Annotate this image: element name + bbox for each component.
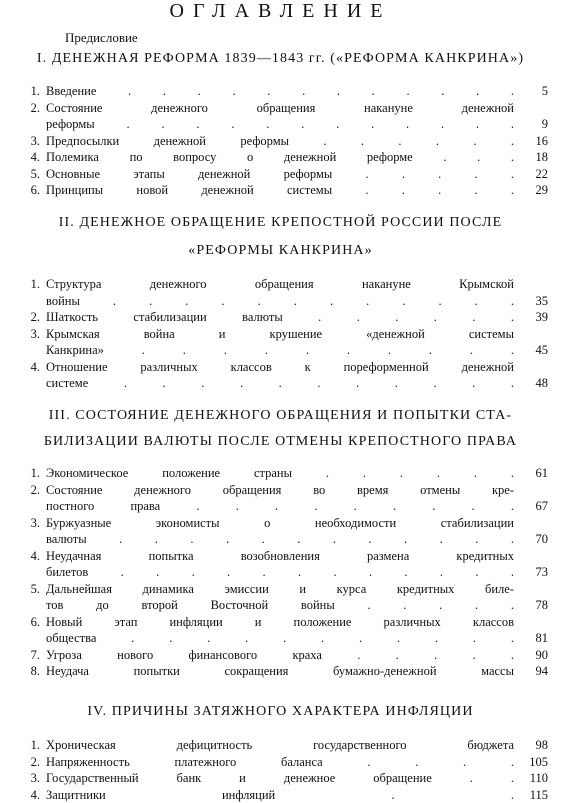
- entry-text: Новый этап инфляции и положение различных классов общества . . . . . . . . . . .: [46, 614, 514, 647]
- entry-page-number: 115: [514, 787, 548, 803]
- entry-text: Защитники инфляций . .: [46, 787, 514, 803]
- entry-text: Экономическое положение страны . . . . . .: [46, 465, 514, 482]
- entry-text: Полемика по вопросу о денежной реформе . . .: [46, 149, 514, 166]
- toc-entry: [0, 83, 561, 100]
- toc-entry: [0, 548, 561, 581]
- entry-number: 2.: [0, 482, 46, 499]
- entry-text: Состояние денежного обращения во время отмены кре- постного права . . . . . . . . .: [46, 482, 514, 515]
- preface-entry: Предисловие: [65, 30, 138, 46]
- entry-number: 3.: [0, 326, 46, 343]
- toc-entry: [0, 182, 561, 199]
- toc-entry: [0, 149, 561, 166]
- entry-text: Буржуазные экономисты о необходимости стабилизации валюты . . . . . . . . . . . .: [46, 515, 514, 548]
- entry-page-number: 78: [514, 597, 548, 614]
- entry-number: 2.: [0, 100, 46, 117]
- entry-number: 3.: [0, 515, 46, 532]
- entry-page-number: 67: [514, 498, 548, 515]
- section-3-heading: III. СОСТОЯНИЕ ДЕНЕЖНОГО ОБРАЩЕНИЯ И ПОПЫТКИ СТА-: [0, 408, 561, 424]
- entry-page-number: 73: [514, 564, 548, 581]
- toc-entry: [0, 663, 561, 680]
- entry-number: 3.: [0, 770, 46, 787]
- entry-text: Введение . . . . . . . . . . . .: [46, 83, 514, 100]
- toc-entry: [0, 482, 561, 515]
- entry-page-number: 39: [514, 309, 548, 326]
- entry-number: 1.: [0, 737, 46, 754]
- entry-page-number: 45: [514, 342, 548, 359]
- toc-entry: [0, 326, 561, 359]
- entry-text: Дальнейшая динамика эмиссии и курса кредитных биле- тов до второй Восточной войны . . . . .: [46, 581, 514, 614]
- entry-page-number: 16: [514, 133, 548, 150]
- toc-entry: [0, 770, 561, 787]
- toc-entry: [0, 166, 561, 183]
- entry-text: Предпосылки денежной реформы . . . . . .: [46, 133, 514, 150]
- entry-page-number: 22: [514, 166, 548, 183]
- entry-text: Неудачная попытка возобновления размена кредитных билетов . . . . . . . . . . . .: [46, 548, 514, 581]
- entry-number: 5.: [0, 581, 46, 598]
- entry-text: Неудача попытки сокращения бумажно-денежной массы: [46, 663, 514, 680]
- toc-entry: [0, 581, 561, 614]
- entry-number: 7.: [0, 647, 46, 664]
- entry-text: Крымская война и крушение «денежной системы Канкрина» . . . . . . . . . .: [46, 326, 514, 359]
- section-2-entries: [0, 276, 561, 392]
- section-4-entries: [0, 737, 561, 803]
- section-3-heading-line2: БИЛИЗАЦИИ ВАЛЮТЫ ПОСЛЕ ОТМЕНЫ КРЕПОСТНОГО ПРАВА: [0, 434, 561, 450]
- entry-page-number: 61: [514, 465, 548, 482]
- entry-page-number: 18: [514, 149, 548, 166]
- entry-text: Государственный банк и денежное обращение . .: [46, 770, 514, 787]
- toc-entry: [0, 133, 561, 150]
- entry-number: 5.: [0, 166, 46, 183]
- entry-number: 4.: [0, 149, 46, 166]
- entry-page-number: 81: [514, 630, 548, 647]
- section-2-heading: II. ДЕНЕЖНОЕ ОБРАЩЕНИЕ КРЕПОСТНОЙ РОССИИ ПОСЛЕ: [0, 215, 561, 231]
- entry-page-number: 5: [514, 83, 548, 100]
- toc-entry: [0, 647, 561, 664]
- page-title: ОГЛАВЛЕНИЕ: [0, 0, 561, 22]
- entry-text: Структура денежного обращения накануне Крымской войны . . . . . . . . . . . .: [46, 276, 514, 309]
- entry-text: Состояние денежного обращения накануне денежной реформы . . . . . . . . . . . .: [46, 100, 514, 133]
- section-4-heading: IV. ПРИЧИНЫ ЗАТЯЖНОГО ХАРАКТЕРА ИНФЛЯЦИИ: [0, 704, 561, 720]
- entry-page-number: 70: [514, 531, 548, 548]
- entry-number: 4.: [0, 787, 46, 803]
- entry-text: Принципы новой денежной системы . . . . .: [46, 182, 514, 199]
- entry-text: Шаткость стабилизации валюты . . . . . .: [46, 309, 514, 326]
- toc-entry: [0, 754, 561, 771]
- toc-entry: [0, 309, 561, 326]
- section-1-entries: [0, 83, 561, 199]
- section-3-entries: [0, 465, 561, 680]
- section-1-heading: I. ДЕНЕЖНАЯ РЕФОРМА 1839—1843 гг. («РЕФОРМА КАНКРИНА»): [0, 51, 561, 67]
- toc-entry: [0, 276, 561, 309]
- entry-text: Основные этапы денежной реформы . . . . .: [46, 166, 514, 183]
- entry-text: Угроза нового финансового краха . . . . .: [46, 647, 514, 664]
- entry-number: 3.: [0, 133, 46, 150]
- entry-page-number: 35: [514, 293, 548, 310]
- entry-text: Напряженность платежного баланса . . . .: [46, 754, 514, 771]
- entry-page-number: 94: [514, 663, 548, 680]
- entry-number: 2.: [0, 309, 46, 326]
- entry-page-number: 9: [514, 116, 548, 133]
- entry-page-number: 98: [514, 737, 548, 754]
- entry-page-number: 105: [514, 754, 548, 771]
- entry-number: 8.: [0, 663, 46, 680]
- toc-entry: [0, 100, 561, 133]
- entry-number: 6.: [0, 614, 46, 631]
- entry-page-number: 29: [514, 182, 548, 199]
- entry-number: 1.: [0, 276, 46, 293]
- entry-page-number: 48: [514, 375, 548, 392]
- entry-number: 4.: [0, 548, 46, 565]
- entry-number: 6.: [0, 182, 46, 199]
- toc-entry: [0, 465, 561, 482]
- toc-entry: [0, 787, 561, 803]
- toc-entry: [0, 359, 561, 392]
- toc-entry: [0, 515, 561, 548]
- entry-page-number: 110: [514, 770, 548, 787]
- section-2-heading-line2: «РЕФОРМЫ КАНКРИНА»: [0, 243, 561, 259]
- toc-entry: [0, 614, 561, 647]
- entry-number: 1.: [0, 83, 46, 100]
- entry-page-number: 90: [514, 647, 548, 664]
- entry-text: Хроническая дефицитность государственного бюджета: [46, 737, 514, 754]
- entry-number: 4.: [0, 359, 46, 376]
- entry-number: 1.: [0, 465, 46, 482]
- entry-number: 2.: [0, 754, 46, 771]
- entry-text: Отношение различных классов к пореформенной денежной системе . . . . . . . . . . .: [46, 359, 514, 392]
- toc-entry: [0, 737, 561, 754]
